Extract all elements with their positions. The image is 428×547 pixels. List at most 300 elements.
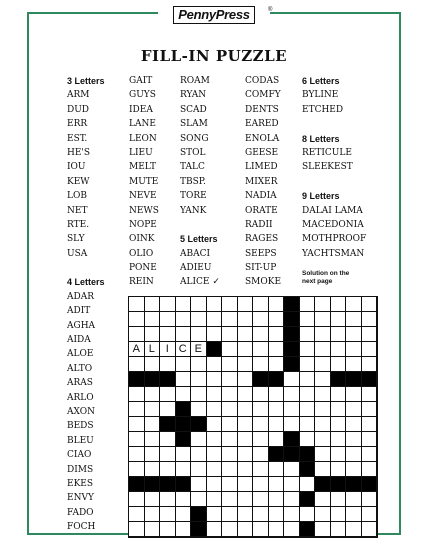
grid-cell[interactable]: [238, 327, 254, 342]
grid-cell[interactable]: [300, 417, 316, 432]
grid-cell[interactable]: [222, 312, 238, 327]
grid-cell[interactable]: [346, 327, 362, 342]
grid-cell[interactable]: [300, 297, 316, 312]
black-square: [331, 372, 347, 387]
grid-cell[interactable]: [284, 402, 300, 417]
grid-cell[interactable]: [176, 522, 192, 537]
black-square: [284, 297, 300, 312]
grid-cell[interactable]: [160, 522, 176, 537]
spacer: [302, 175, 366, 189]
word-length-header: 6 Letters: [302, 76, 340, 86]
grid-cell[interactable]: [145, 357, 161, 372]
word-list-item: HE'S: [67, 147, 91, 158]
grid-cell[interactable]: [145, 312, 161, 327]
grid-cell[interactable]: [300, 372, 316, 387]
grid-cell[interactable]: [284, 372, 300, 387]
grid-cell[interactable]: [284, 462, 300, 477]
grid-cell[interactable]: [222, 477, 238, 492]
word-list-item: YANK: [180, 205, 207, 216]
grid-cell[interactable]: [362, 402, 378, 417]
grid-cell[interactable]: [191, 372, 207, 387]
grid-cell[interactable]: [207, 297, 223, 312]
grid-cell[interactable]: [362, 342, 378, 357]
grid-cell[interactable]: [269, 432, 285, 447]
grid-cell[interactable]: [269, 357, 285, 372]
grid-cell[interactable]: [331, 492, 347, 507]
grid-cell[interactable]: [253, 387, 269, 402]
grid-cell[interactable]: [191, 462, 207, 477]
grid-cell[interactable]: [191, 447, 207, 462]
black-square: [300, 447, 316, 462]
word-list-item: SCAD: [180, 104, 207, 115]
grid-cell[interactable]: [207, 387, 223, 402]
word-list-item: MOTHPROOF: [302, 234, 367, 245]
word-list-item: ABACI: [180, 248, 211, 259]
grid-cell[interactable]: [315, 522, 331, 537]
grid-cell[interactable]: [362, 387, 378, 402]
grid-cell[interactable]: [145, 402, 161, 417]
black-square: [284, 312, 300, 327]
grid-cell[interactable]: [160, 507, 176, 522]
grid-cell[interactable]: [331, 297, 347, 312]
grid-cell[interactable]: [160, 327, 176, 342]
grid-cell[interactable]: [253, 507, 269, 522]
grid-cell[interactable]: [160, 402, 176, 417]
grid-cell[interactable]: [176, 507, 192, 522]
grid-cell[interactable]: [362, 432, 378, 447]
grid-cell[interactable]: [284, 477, 300, 492]
trademark-symbol: ®: [268, 7, 273, 13]
page-title: FILL-IN PUZZLE: [140, 47, 288, 65]
grid-cell[interactable]: [160, 312, 176, 327]
grid-cell[interactable]: [315, 342, 331, 357]
grid-cell[interactable]: [331, 522, 347, 537]
word-list-item: SONG: [180, 133, 209, 144]
grid-cell[interactable]: [207, 402, 223, 417]
grid-cell[interactable]: [129, 327, 145, 342]
grid-cell[interactable]: [331, 312, 347, 327]
grid-cell[interactable]: [207, 522, 223, 537]
grid-cell[interactable]: [362, 522, 378, 537]
word-list-item: LIEU: [129, 147, 153, 158]
grid-cell[interactable]: [315, 462, 331, 477]
grid-cell[interactable]: [300, 387, 316, 402]
grid-cell[interactable]: [346, 402, 362, 417]
word-list-item: SLEEKEST: [302, 162, 353, 173]
grid-cell[interactable]: [145, 492, 161, 507]
grid-cell[interactable]: [362, 312, 378, 327]
grid-cell[interactable]: [160, 297, 176, 312]
grid-cell[interactable]: [269, 327, 285, 342]
grid-cell[interactable]: [222, 387, 238, 402]
grid-cell[interactable]: [315, 297, 331, 312]
grid-cell[interactable]: [129, 492, 145, 507]
grid-cell[interactable]: [238, 447, 254, 462]
grid-cell[interactable]: [315, 387, 331, 402]
grid-cell[interactable]: [315, 372, 331, 387]
grid-cell[interactable]: [269, 522, 285, 537]
grid-cell[interactable]: [222, 297, 238, 312]
grid-cell[interactable]: [253, 417, 269, 432]
grid-cell[interactable]: [346, 447, 362, 462]
grid-cell[interactable]: [238, 507, 254, 522]
word-list-item: BYLINE: [302, 90, 339, 101]
word-list-item: SIT-UP: [245, 263, 277, 274]
grid-cell[interactable]: [300, 432, 316, 447]
grid-cell[interactable]: [238, 387, 254, 402]
grid-cell[interactable]: [300, 357, 316, 372]
word-list-item: GUYS: [129, 90, 156, 101]
word-list-item: ENOLA: [245, 133, 280, 144]
grid-cell[interactable]: [160, 357, 176, 372]
black-square: [160, 477, 176, 492]
grid-cell[interactable]: [253, 402, 269, 417]
word-list-item: TALC: [180, 162, 205, 173]
grid-cell[interactable]: [238, 462, 254, 477]
grid-cell[interactable]: [331, 357, 347, 372]
grid-cell[interactable]: [145, 387, 161, 402]
word-list-item: RADII: [245, 219, 273, 230]
grid-cell[interactable]: [331, 507, 347, 522]
grid-cell[interactable]: [315, 507, 331, 522]
grid-cell[interactable]: [207, 477, 223, 492]
word-list-item: ADAR: [67, 291, 94, 302]
grid-cell[interactable]: E: [191, 342, 207, 357]
grid-cell[interactable]: I: [160, 342, 176, 357]
grid-cell[interactable]: [331, 432, 347, 447]
word-list-item: LEON: [129, 133, 157, 144]
grid-cell[interactable]: [346, 432, 362, 447]
grid-cell[interactable]: [176, 327, 192, 342]
grid-cell[interactable]: [284, 387, 300, 402]
grid-cell[interactable]: [238, 297, 254, 312]
grid-cell[interactable]: [331, 402, 347, 417]
black-square: [284, 342, 300, 357]
grid-cell[interactable]: [176, 492, 192, 507]
black-square: [191, 417, 207, 432]
grid-cell[interactable]: [160, 447, 176, 462]
black-square: [284, 357, 300, 372]
grid-cell[interactable]: [222, 417, 238, 432]
grid-cell[interactable]: [222, 327, 238, 342]
grid-cell[interactable]: [346, 297, 362, 312]
grid-cell[interactable]: [145, 432, 161, 447]
grid-cell[interactable]: [269, 417, 285, 432]
grid-cell[interactable]: [129, 387, 145, 402]
grid-cell[interactable]: [269, 342, 285, 357]
word-list-item: ERR: [67, 119, 88, 130]
grid-cell[interactable]: [300, 402, 316, 417]
grid-cell[interactable]: [284, 492, 300, 507]
grid-cell[interactable]: [269, 462, 285, 477]
word-list-item: NET: [67, 205, 88, 216]
word-list-item: SEEPS: [245, 248, 277, 259]
grid-cell[interactable]: [346, 342, 362, 357]
grid-cell[interactable]: [207, 357, 223, 372]
grid-cell[interactable]: [191, 477, 207, 492]
grid-cell[interactable]: [145, 417, 161, 432]
grid-cell[interactable]: [207, 432, 223, 447]
grid-cell[interactable]: [238, 522, 254, 537]
grid-cell[interactable]: [362, 447, 378, 462]
grid-cell[interactable]: [222, 462, 238, 477]
grid-cell[interactable]: [191, 387, 207, 402]
grid-cell[interactable]: [362, 417, 378, 432]
grid-cell[interactable]: [160, 432, 176, 447]
grid-cell[interactable]: [331, 417, 347, 432]
grid-cell[interactable]: [331, 342, 347, 357]
grid-cell[interactable]: C: [176, 342, 192, 357]
grid-cell[interactable]: [129, 507, 145, 522]
grid-cell[interactable]: [191, 312, 207, 327]
grid-cell[interactable]: [238, 372, 254, 387]
grid-cell[interactable]: [346, 507, 362, 522]
word-list-item: GAIT: [129, 76, 153, 86]
solution-note-line-1: Solution on the: [302, 270, 350, 277]
word-list-item: DUD: [67, 104, 90, 115]
word-list-item: MACEDONIA: [302, 219, 364, 230]
grid-cell[interactable]: [331, 462, 347, 477]
word-length-header: 4 Letters: [67, 277, 105, 288]
word-list-item: ARLO: [67, 392, 94, 403]
grid-cell[interactable]: [207, 372, 223, 387]
grid-cell[interactable]: [238, 417, 254, 432]
grid-cell[interactable]: [191, 357, 207, 372]
grid-cell[interactable]: [346, 492, 362, 507]
brand-name: PennyPress: [173, 6, 254, 24]
grid-cell[interactable]: [238, 312, 254, 327]
black-square: [269, 372, 285, 387]
grid-cell[interactable]: [222, 342, 238, 357]
black-square: [191, 507, 207, 522]
grid-cell[interactable]: [238, 342, 254, 357]
grid-cell[interactable]: [253, 312, 269, 327]
grid-cell[interactable]: [362, 462, 378, 477]
grid-cell[interactable]: [145, 507, 161, 522]
grid-cell[interactable]: [238, 402, 254, 417]
grid-cell[interactable]: [253, 477, 269, 492]
grid-cell[interactable]: [145, 522, 161, 537]
grid-cell[interactable]: [207, 447, 223, 462]
grid-cell[interactable]: [222, 447, 238, 462]
word-list-column-2: [129, 74, 159, 290]
black-square: [176, 417, 192, 432]
word-list-item: ARAS: [67, 378, 93, 389]
black-square: [331, 477, 347, 492]
grid-cell[interactable]: [145, 447, 161, 462]
word-list-item: LIMED: [245, 162, 278, 173]
grid-cell[interactable]: [207, 417, 223, 432]
word-list-item: CODAS: [245, 76, 280, 86]
grid-cell[interactable]: [129, 312, 145, 327]
grid-cell[interactable]: [300, 507, 316, 522]
grid-cell[interactable]: [176, 357, 192, 372]
grid-cell[interactable]: [207, 507, 223, 522]
grid-cell[interactable]: [253, 462, 269, 477]
word-list-item: GEESE: [245, 147, 279, 158]
grid-cell[interactable]: [315, 447, 331, 462]
grid-cell[interactable]: [331, 447, 347, 462]
grid-cell[interactable]: [207, 492, 223, 507]
grid-cell[interactable]: [129, 357, 145, 372]
grid-cell[interactable]: [253, 297, 269, 312]
grid-cell[interactable]: [362, 297, 378, 312]
grid-cell[interactable]: [191, 402, 207, 417]
grid-cell[interactable]: [129, 447, 145, 462]
grid-cell[interactable]: [222, 507, 238, 522]
grid-cell[interactable]: [269, 477, 285, 492]
grid-cell[interactable]: [145, 462, 161, 477]
grid-cell[interactable]: [300, 327, 316, 342]
grid-cell[interactable]: [176, 372, 192, 387]
grid-cell[interactable]: [346, 417, 362, 432]
word-list-item: SLAM: [180, 119, 208, 130]
grid-cell[interactable]: [346, 387, 362, 402]
grid-cell[interactable]: [191, 327, 207, 342]
grid-cell[interactable]: [129, 417, 145, 432]
grid-cell[interactable]: [191, 432, 207, 447]
grid-cell[interactable]: [129, 462, 145, 477]
grid-cell[interactable]: [362, 507, 378, 522]
word-list-item: DALAI LAMA: [302, 205, 363, 216]
grid-cell[interactable]: [191, 297, 207, 312]
grid-cell[interactable]: [207, 462, 223, 477]
grid-cell[interactable]: [238, 477, 254, 492]
black-square: [253, 372, 269, 387]
grid-cell[interactable]: [315, 402, 331, 417]
word-list-item: RAGES: [245, 234, 279, 245]
grid-cell[interactable]: [269, 492, 285, 507]
grid-cell[interactable]: [300, 477, 316, 492]
black-square: [284, 432, 300, 447]
grid-cell[interactable]: [129, 402, 145, 417]
grid-cell[interactable]: [253, 357, 269, 372]
grid-cell[interactable]: [269, 312, 285, 327]
grid-cell[interactable]: [253, 492, 269, 507]
word-list-item: MELT: [129, 162, 157, 173]
grid-cell[interactable]: [315, 327, 331, 342]
grid-cell[interactable]: L: [145, 342, 161, 357]
grid-cell[interactable]: [253, 447, 269, 462]
word-length-header: 3 Letters: [67, 76, 105, 86]
grid-cell[interactable]: [300, 342, 316, 357]
grid-cell[interactable]: [315, 357, 331, 372]
grid-cell[interactable]: [284, 417, 300, 432]
grid-cell[interactable]: [315, 312, 331, 327]
grid-cell[interactable]: [129, 432, 145, 447]
grid-cell[interactable]: [222, 402, 238, 417]
word-list-item: MUTE: [129, 176, 159, 187]
grid-cell[interactable]: [160, 462, 176, 477]
grid-cell[interactable]: [129, 297, 145, 312]
word-list-item: KEW: [67, 176, 90, 187]
grid-cell[interactable]: [300, 312, 316, 327]
black-square: [176, 477, 192, 492]
grid-cell[interactable]: [222, 522, 238, 537]
grid-cell[interactable]: [253, 522, 269, 537]
word-list-item: AGHA: [67, 320, 96, 331]
grid-cell[interactable]: [176, 462, 192, 477]
grid-cell[interactable]: [145, 297, 161, 312]
grid-cell[interactable]: [207, 312, 223, 327]
grid-cell[interactable]: [176, 387, 192, 402]
grid-cell[interactable]: [315, 492, 331, 507]
grid-cell[interactable]: [253, 432, 269, 447]
word-list-item: TBSP.: [180, 176, 206, 187]
grid-cell[interactable]: [176, 312, 192, 327]
grid-cell[interactable]: [238, 357, 254, 372]
grid-cell[interactable]: [346, 462, 362, 477]
grid-cell[interactable]: [315, 417, 331, 432]
black-square: [284, 327, 300, 342]
grid-cell[interactable]: [222, 432, 238, 447]
brand-logo: [158, 6, 273, 24]
grid-cell[interactable]: [269, 402, 285, 417]
grid-cell[interactable]: [331, 327, 347, 342]
grid-cell[interactable]: [331, 387, 347, 402]
grid-cell[interactable]: [191, 492, 207, 507]
grid-cell[interactable]: [315, 432, 331, 447]
grid-cell[interactable]: [269, 387, 285, 402]
grid-cell[interactable]: [176, 447, 192, 462]
grid-cell[interactable]: [362, 357, 378, 372]
spacer: [180, 218, 220, 232]
grid-cell[interactable]: [222, 492, 238, 507]
black-square: [145, 477, 161, 492]
grid-cell[interactable]: [253, 327, 269, 342]
grid-cell[interactable]: [284, 522, 300, 537]
grid-cell[interactable]: [346, 312, 362, 327]
black-square: [346, 372, 362, 387]
word-list-item: ORATE: [245, 205, 278, 216]
word-list-item: COMFY: [245, 90, 281, 101]
black-square: [191, 522, 207, 537]
word-list-item: EST.: [67, 133, 88, 144]
grid-cell[interactable]: [362, 492, 378, 507]
word-list-item: STOL: [180, 147, 206, 158]
grid-cell[interactable]: [269, 297, 285, 312]
grid-cell[interactable]: [176, 297, 192, 312]
word-list-item: NOPE: [129, 219, 157, 230]
grid-cell[interactable]: [222, 372, 238, 387]
grid-cell[interactable]: [346, 522, 362, 537]
word-list-item: ALTO: [67, 363, 93, 374]
word-list-item: EARED: [245, 119, 279, 130]
black-square: [129, 477, 145, 492]
grid-cell[interactable]: [362, 327, 378, 342]
grid-cell[interactable]: [145, 327, 161, 342]
grid-cell[interactable]: [160, 492, 176, 507]
black-square: [284, 447, 300, 462]
black-square: [160, 417, 176, 432]
black-square: [362, 477, 378, 492]
grid-cell[interactable]: A: [129, 342, 145, 357]
crossword-grid: [128, 296, 378, 538]
grid-cell[interactable]: [238, 492, 254, 507]
grid-cell[interactable]: [346, 357, 362, 372]
grid-cell[interactable]: [160, 387, 176, 402]
word-list-column-1: [67, 74, 105, 535]
word-list-item: NEWS: [129, 205, 159, 216]
grid-cell[interactable]: [207, 327, 223, 342]
grid-cell[interactable]: [129, 522, 145, 537]
grid-cell[interactable]: [238, 432, 254, 447]
grid-cell[interactable]: [269, 507, 285, 522]
grid-cell[interactable]: [284, 507, 300, 522]
word-list-item: DENTS: [245, 104, 279, 115]
grid-cell[interactable]: [222, 357, 238, 372]
grid-cell[interactable]: [253, 342, 269, 357]
